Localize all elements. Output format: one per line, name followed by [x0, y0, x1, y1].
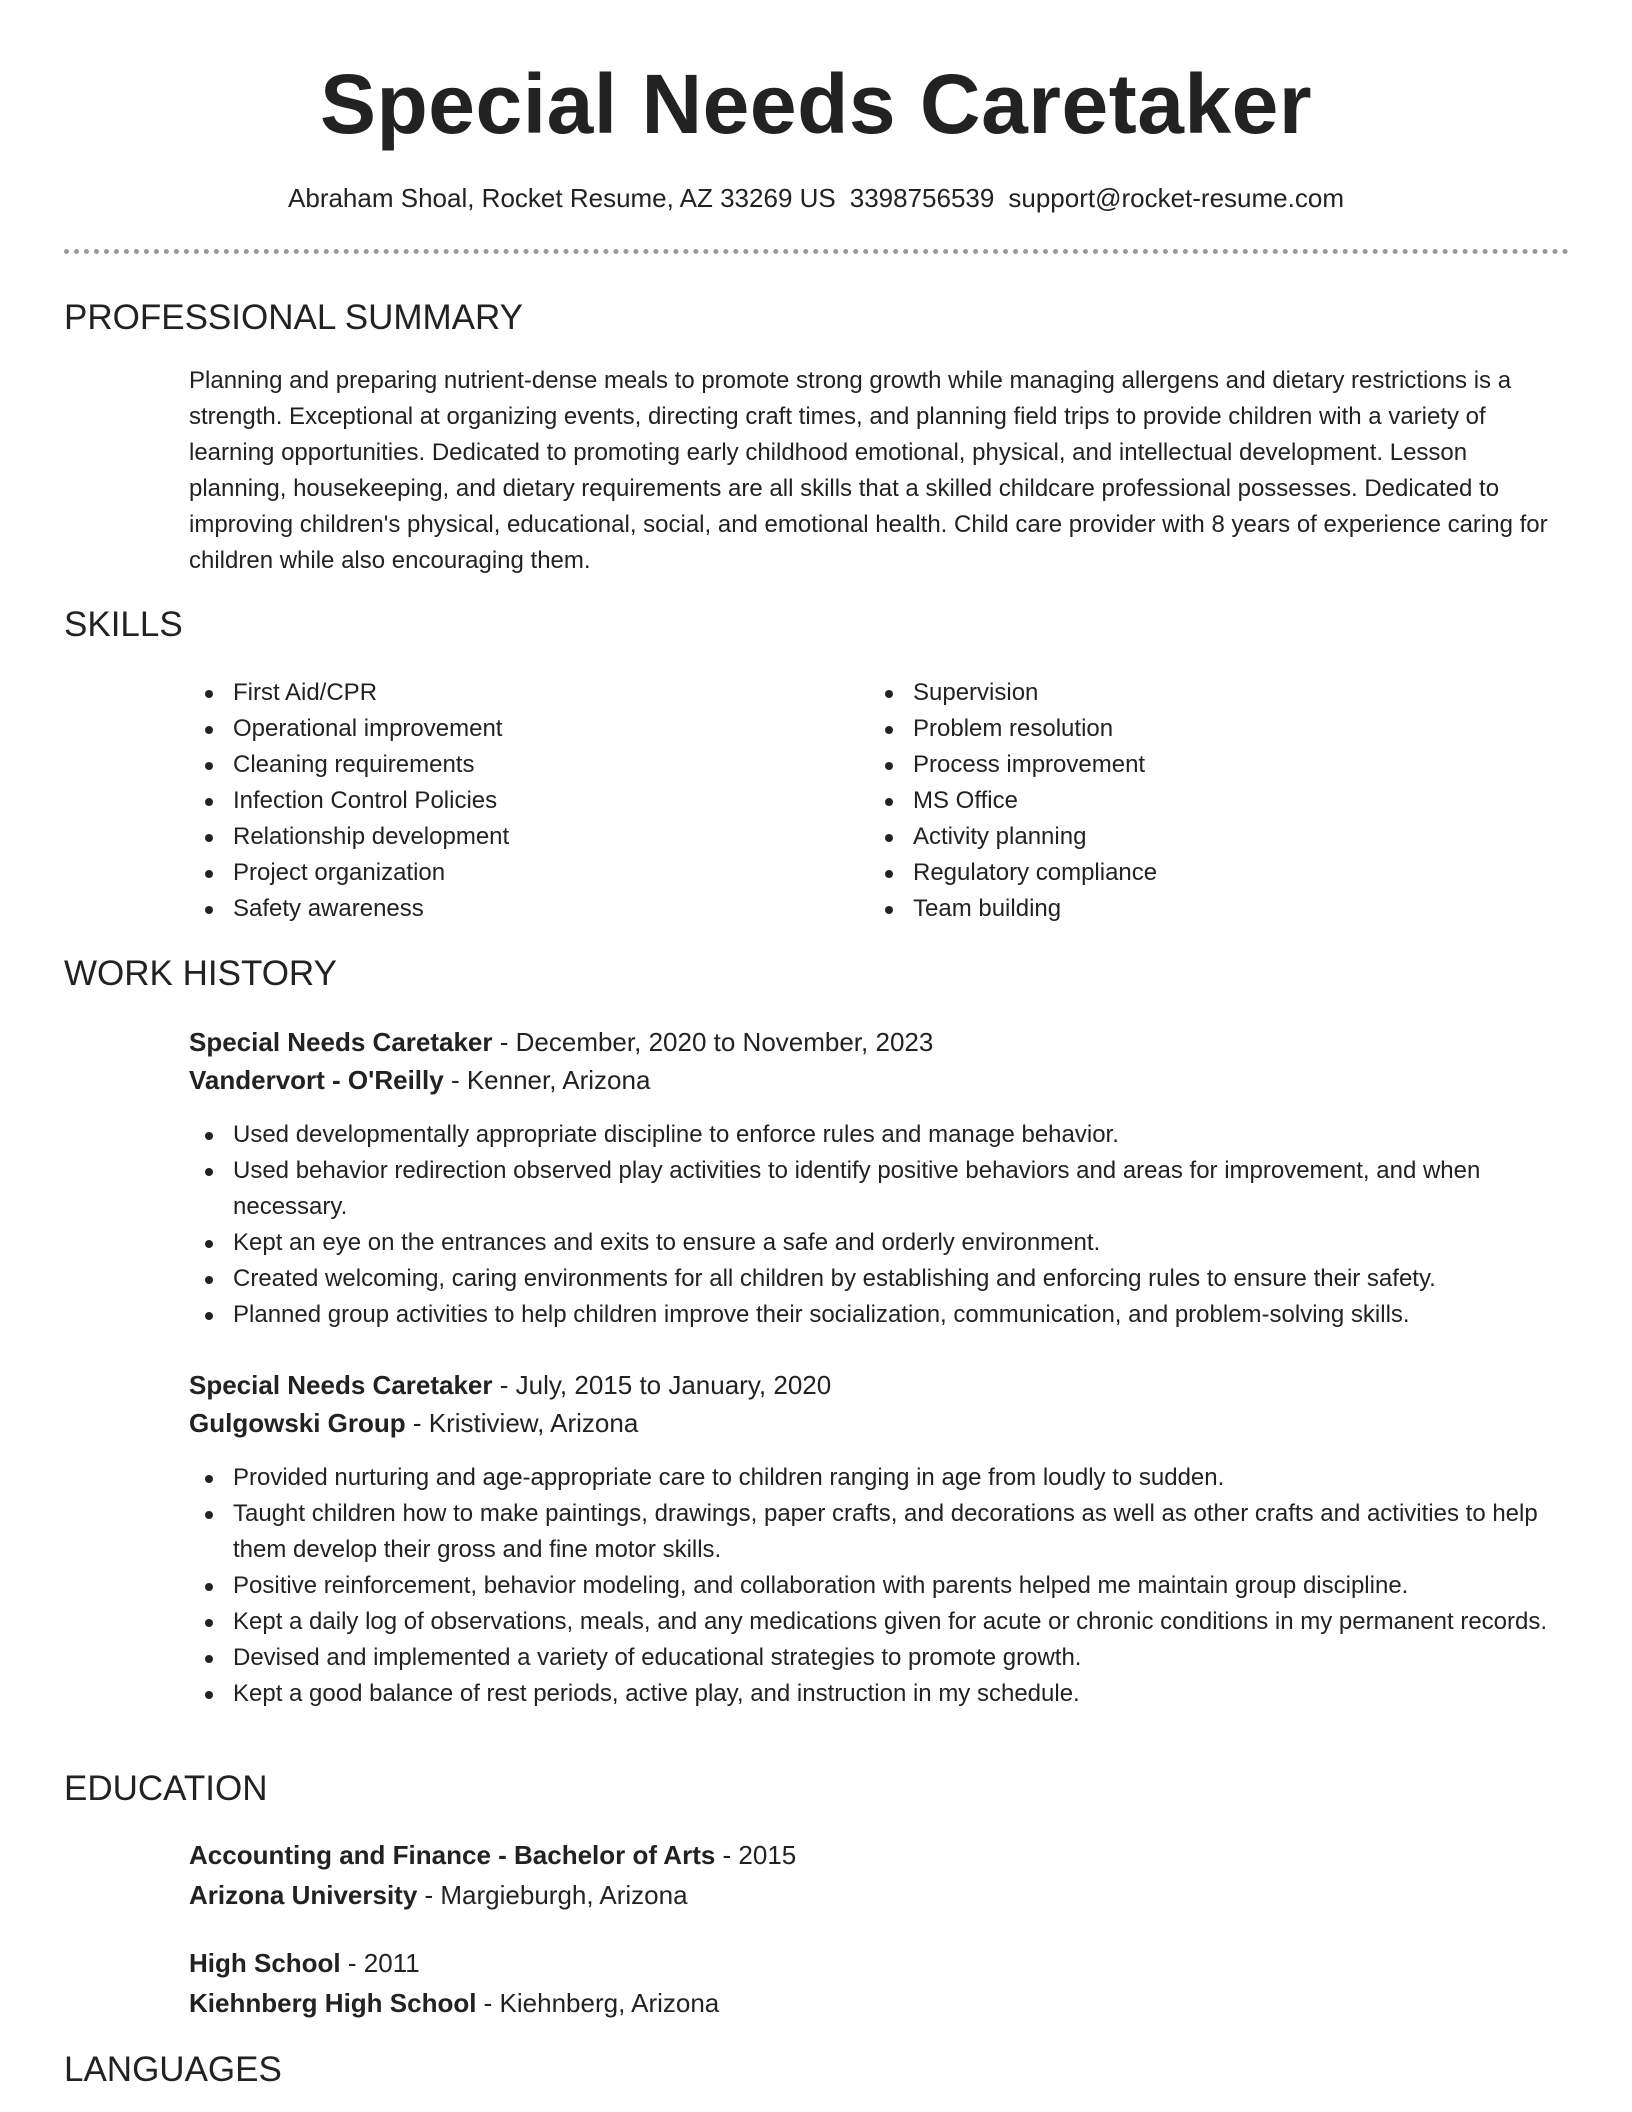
- contact-line: [0, 180, 1632, 216]
- job-location: - Kenner, Arizona: [443, 1065, 651, 1095]
- job-title-line: [189, 1366, 831, 1404]
- job-dates: - July, 2015 to January, 2020: [492, 1370, 832, 1400]
- edu-degree-line: [189, 1944, 420, 1982]
- edu-school: Kiehnberg High School: [189, 1988, 477, 2018]
- edu-degree: High School: [189, 1948, 341, 1978]
- edu-location: - Kiehnberg, Arizona: [476, 1988, 720, 2018]
- header-divider: [64, 249, 1569, 254]
- job-bullet: Taught children how to make paintings, drawings, paper crafts, and decorations as well as other crafts and activities to help them develop their gross and fine motor skills.: [189, 1496, 1569, 1568]
- edu-year: - 2011: [340, 1948, 420, 1978]
- job-bullets: [189, 1117, 1569, 1333]
- skill-item: Operational improvement: [189, 711, 829, 747]
- job-location: - Kristiview, Arizona: [405, 1408, 639, 1438]
- job-company: Vandervort - O'Reilly: [189, 1065, 444, 1095]
- skill-item: Activity planning: [869, 819, 1569, 855]
- skill-item: Infection Control Policies: [189, 783, 829, 819]
- job-bullet: Provided nurturing and age-appropriate care to children ranging in age from loudly to sudden.: [189, 1460, 1569, 1496]
- edu-degree: Accounting and Finance - Bachelor of Arts: [189, 1840, 716, 1870]
- skill-item: Problem resolution: [869, 711, 1569, 747]
- resume-name: Special Needs Caretaker: [319, 57, 1313, 151]
- contact-email: support@rocket-resume.com: [1008, 183, 1344, 213]
- job-bullets: [189, 1460, 1569, 1712]
- skill-item: First Aid/CPR: [189, 675, 829, 711]
- skill-item: Regulatory compliance: [869, 855, 1569, 891]
- skill-item: Cleaning requirements: [189, 747, 829, 783]
- summary-heading: PROFESSIONAL SUMMARY: [64, 298, 523, 337]
- job-bullet: Used behavior redirection observed play activities to identify positive behaviors and areas for improvement, and when necessary.: [189, 1153, 1569, 1225]
- skills-list-left: [189, 675, 829, 927]
- job-title: Special Needs Caretaker: [189, 1370, 493, 1400]
- job-bullet: Created welcoming, caring environments for all children by establishing and enforcing rules to ensure their safety.: [189, 1261, 1569, 1297]
- contact-phone: 3398756539: [849, 183, 995, 213]
- skill-item: Supervision: [869, 675, 1569, 711]
- job-bullet: Planned group activities to help children improve their socialization, communication, and problem-solving skills.: [189, 1297, 1569, 1333]
- edu-year: - 2015: [715, 1840, 797, 1870]
- job-company: Gulgowski Group: [189, 1408, 406, 1438]
- job-bullet: Kept a good balance of rest periods, active play, and instruction in my schedule.: [189, 1676, 1569, 1712]
- summary-text: Planning and preparing nutrient-dense meals to promote strong growth while managing allergens and dietary restrictions is a strength. Exceptional at organizing events, directing craft times, and planning field trips to provide children with a variety of learning opportunities. Dedicated to promoting early childhood emotional, physical, and intellectual development. Lesson planning, housekeeping, and dietary requirements are all skills that a skilled childcare professional possesses. Dedicated to improving children's physical, educational, social, and emotional health. Child care provider with 8 years of experience caring for children while also encouraging them.: [189, 367, 1548, 574]
- education-heading: EDUCATION: [64, 1769, 268, 1808]
- languages-heading: LANGUAGES: [64, 2050, 282, 2089]
- job-title-line: [189, 1023, 933, 1061]
- edu-degree-line: [189, 1836, 796, 1874]
- edu-location: - Margieburgh, Arizona: [417, 1880, 688, 1910]
- work-heading: WORK HISTORY: [64, 954, 337, 993]
- skill-item: Relationship development: [189, 819, 829, 855]
- job-bullet: Kept a daily log of observations, meals, and any medications given for acute or chronic conditions in my permanent records.: [189, 1604, 1569, 1640]
- job-bullet: Positive reinforcement, behavior modeling, and collaboration with parents helped me maintain group discipline.: [189, 1568, 1569, 1604]
- skill-item: MS Office: [869, 783, 1569, 819]
- contact-address: Abraham Shoal, Rocket Resume, AZ 33269 US: [288, 183, 836, 213]
- job-bullet: Devised and implemented a variety of educational strategies to promote growth.: [189, 1640, 1569, 1676]
- skill-item: Team building: [869, 891, 1569, 927]
- edu-school-line: [189, 1984, 719, 2022]
- edu-school: Arizona University: [189, 1880, 418, 1910]
- job-bullet: Kept an eye on the entrances and exits to ensure a safe and orderly environment.: [189, 1225, 1569, 1261]
- skills-heading: SKILLS: [64, 605, 183, 644]
- skill-item: Project organization: [189, 855, 829, 891]
- edu-school-line: [189, 1876, 688, 1914]
- job-bullet: Used developmentally appropriate discipline to enforce rules and manage behavior.: [189, 1117, 1569, 1153]
- job-title: Special Needs Caretaker: [189, 1027, 493, 1057]
- skill-item: Process improvement: [869, 747, 1569, 783]
- job-company-line: [189, 1061, 650, 1099]
- job-company-line: [189, 1404, 638, 1442]
- skill-item: Safety awareness: [189, 891, 829, 927]
- skills-list-right: [869, 675, 1569, 927]
- job-dates: - December, 2020 to November, 2023: [492, 1027, 934, 1057]
